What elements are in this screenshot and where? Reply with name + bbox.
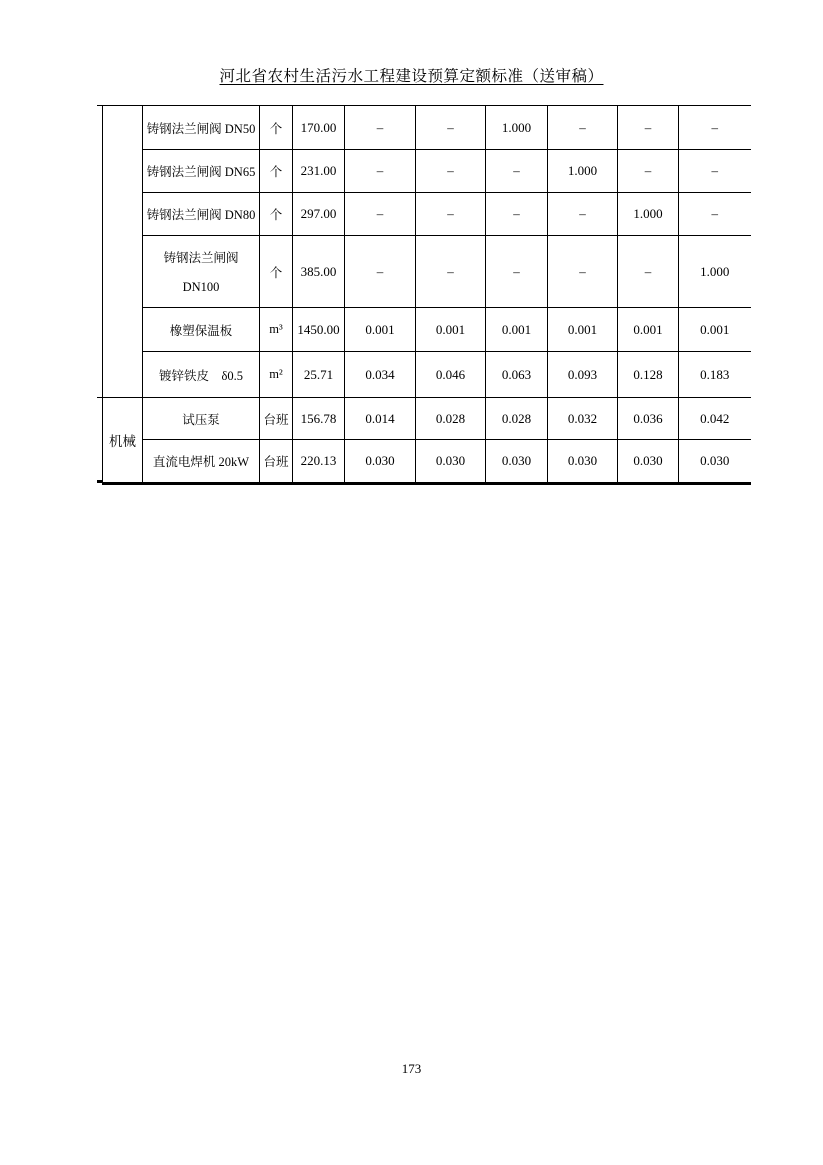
unit-cell: 台班 [260,398,293,440]
table-row [103,308,751,352]
unit-cell: 个 [260,193,293,236]
consumption-cell: – [416,106,486,150]
consumption-cell: 0.030 [618,440,679,484]
item-name-cell: 铸钢法兰闸阀 DN80 [143,193,260,236]
consumption-cell: 0.030 [679,440,751,484]
table-row [103,150,751,193]
table-row [103,236,751,308]
consumption-cell: 0.032 [548,398,618,440]
table-row [103,193,751,236]
consumption-cell: 0.001 [486,308,548,352]
consumption-cell: 0.001 [416,308,486,352]
consumption-cell: 0.001 [345,308,416,352]
consumption-cell: – [679,106,751,150]
item-name-cell: 试压泵 [143,398,260,440]
unit-cell: 个 [260,150,293,193]
consumption-cell: – [618,150,679,193]
consumption-cell: 0.063 [486,352,548,398]
page-number: 173 [401,1061,422,1076]
unit-cell: m³ [260,308,293,352]
consumption-cell: – [548,106,618,150]
consumption-cell: – [416,193,486,236]
consumption-cell: 0.093 [548,352,618,398]
table-section-rule-notch [97,397,103,398]
consumption-cell: 1.000 [486,106,548,150]
consumption-cell: 0.034 [345,352,416,398]
consumption-cell: 0.028 [416,398,486,440]
table-row [103,398,751,440]
item-name-cell: 铸钢法兰闸阀 DN100 [143,236,260,308]
item-name-cell: 镀锌铁皮 δ0.5 [143,352,260,398]
consumption-cell: – [486,236,548,308]
price-cell: 220.13 [293,440,345,484]
document-title: 河北省农村生活污水工程建设预算定额标准（送审稿） [219,68,604,85]
table-bottom-rule-notch [97,480,103,483]
consumption-cell: – [679,193,751,236]
consumption-cell: 0.030 [486,440,548,484]
table-row [103,440,751,484]
consumption-cell: – [345,150,416,193]
consumption-cell: – [486,150,548,193]
document-header [0,64,823,90]
price-cell: 156.78 [293,398,345,440]
consumption-cell: – [679,150,751,193]
unit-cell: 个 [260,106,293,150]
price-cell: 297.00 [293,193,345,236]
item-name-cell: 直流电焊机 20kW [143,440,260,484]
consumption-cell: 0.001 [618,308,679,352]
consumption-cell: – [345,193,416,236]
consumption-cell: 0.001 [548,308,618,352]
consumption-cell: – [548,193,618,236]
price-cell: 231.00 [293,150,345,193]
consumption-cell: 1.000 [679,236,751,308]
consumption-cell: 0.030 [345,440,416,484]
table-top-rule-notch [97,105,103,106]
unit-cell: 个 [260,236,293,308]
consumption-cell: 0.028 [486,398,548,440]
consumption-cell: 0.014 [345,398,416,440]
price-cell: 170.00 [293,106,345,150]
consumption-cell: 0.046 [416,352,486,398]
consumption-cell: 0.001 [679,308,751,352]
table-row [103,106,751,150]
consumption-cell: – [486,193,548,236]
consumption-cell: 0.183 [679,352,751,398]
consumption-cell: 0.030 [548,440,618,484]
consumption-cell: 0.036 [618,398,679,440]
consumption-cell: – [618,106,679,150]
category-cell: 机械 [103,398,143,484]
consumption-cell: 0.030 [416,440,486,484]
consumption-cell: 0.042 [679,398,751,440]
price-cell: 385.00 [293,236,345,308]
unit-cell: 台班 [260,440,293,484]
consumption-cell: 1.000 [618,193,679,236]
consumption-cell: – [345,236,416,308]
price-cell: 1450.00 [293,308,345,352]
item-name-cell: 铸钢法兰闸阀 DN50 [143,106,260,150]
quota-table [102,105,751,485]
consumption-cell: 1.000 [548,150,618,193]
consumption-cell: – [345,106,416,150]
price-cell: 25.71 [293,352,345,398]
table-row [103,352,751,398]
consumption-cell: – [416,236,486,308]
item-name-cell: 橡塑保温板 [143,308,260,352]
unit-cell: m² [260,352,293,398]
consumption-cell: 0.128 [618,352,679,398]
item-name-cell: 铸钢法兰闸阀 DN65 [143,150,260,193]
consumption-cell: – [618,236,679,308]
consumption-cell: – [548,236,618,308]
consumption-cell: – [416,150,486,193]
category-cell [103,106,143,398]
